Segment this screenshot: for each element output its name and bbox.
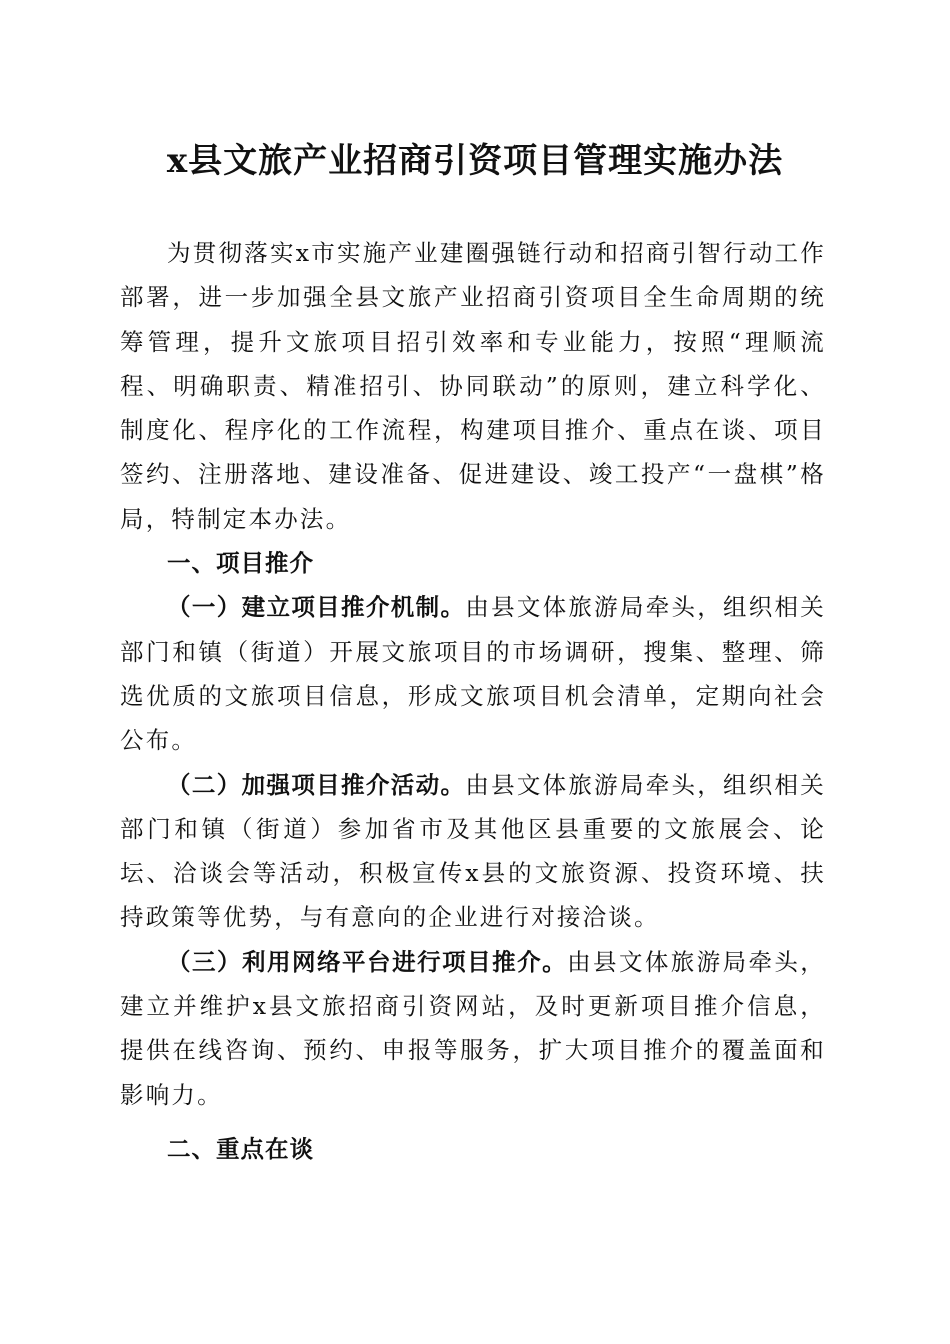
- section-item: [120, 940, 826, 1117]
- section-item: [120, 763, 826, 940]
- item-lead: （二）加强项目推介活动。: [167, 770, 466, 799]
- item-lead: （一）建立项目推介机制。: [167, 593, 466, 622]
- section-heading-1: 一、项目推介: [167, 549, 314, 578]
- document-body: [120, 231, 826, 1171]
- document-title: x县文旅产业招商引资项目管理实施办法: [166, 141, 784, 181]
- section-item: [120, 585, 826, 762]
- section-heading-2: 二、重点在谈: [167, 1134, 314, 1163]
- item-text: 由县文体旅游局牵头，建立并维护x县文旅招商引资网站，及时更新项目推介信息，提供在线咨询、预约、申报等服务，扩大项目推介的覆盖面和影响力。: [120, 947, 826, 1109]
- item-text: 由县文体旅游局牵头，组织相关部门和镇（街道）开展文旅项目的市场调研，搜集、整理、筛选优质的文旅项目信息，形成文旅项目机会清单，定期向社会公布。: [120, 593, 826, 755]
- intro-paragraph: 为贯彻落实x市实施产业建圈强链行动和招商引智行动工作部署，进一步加强全县文旅产业招商引资项目全生命周期的统筹管理，提升文旅项目招引效率和专业能力，按照“理顺流程、明确职责、精准招引、协同联动”的原则，建立科学化、制度化、程序化的工作流程，构建项目推介、重点在谈、项目签约、注册落地、建设准备、促进建设、竣工投产“一盘棋”格局，特制定本办法。: [120, 239, 826, 533]
- item-lead: （三）利用网络平台进行项目推介。: [167, 947, 568, 976]
- item-text: 由县文体旅游局牵头，组织相关部门和镇（街道）参加省市及其他区县重要的文旅展会、论坛、洽谈会等活动，积极宣传x县的文旅资源、投资环境、扶持政策等优势，与有意向的企业进行对接洽谈。: [120, 770, 826, 932]
